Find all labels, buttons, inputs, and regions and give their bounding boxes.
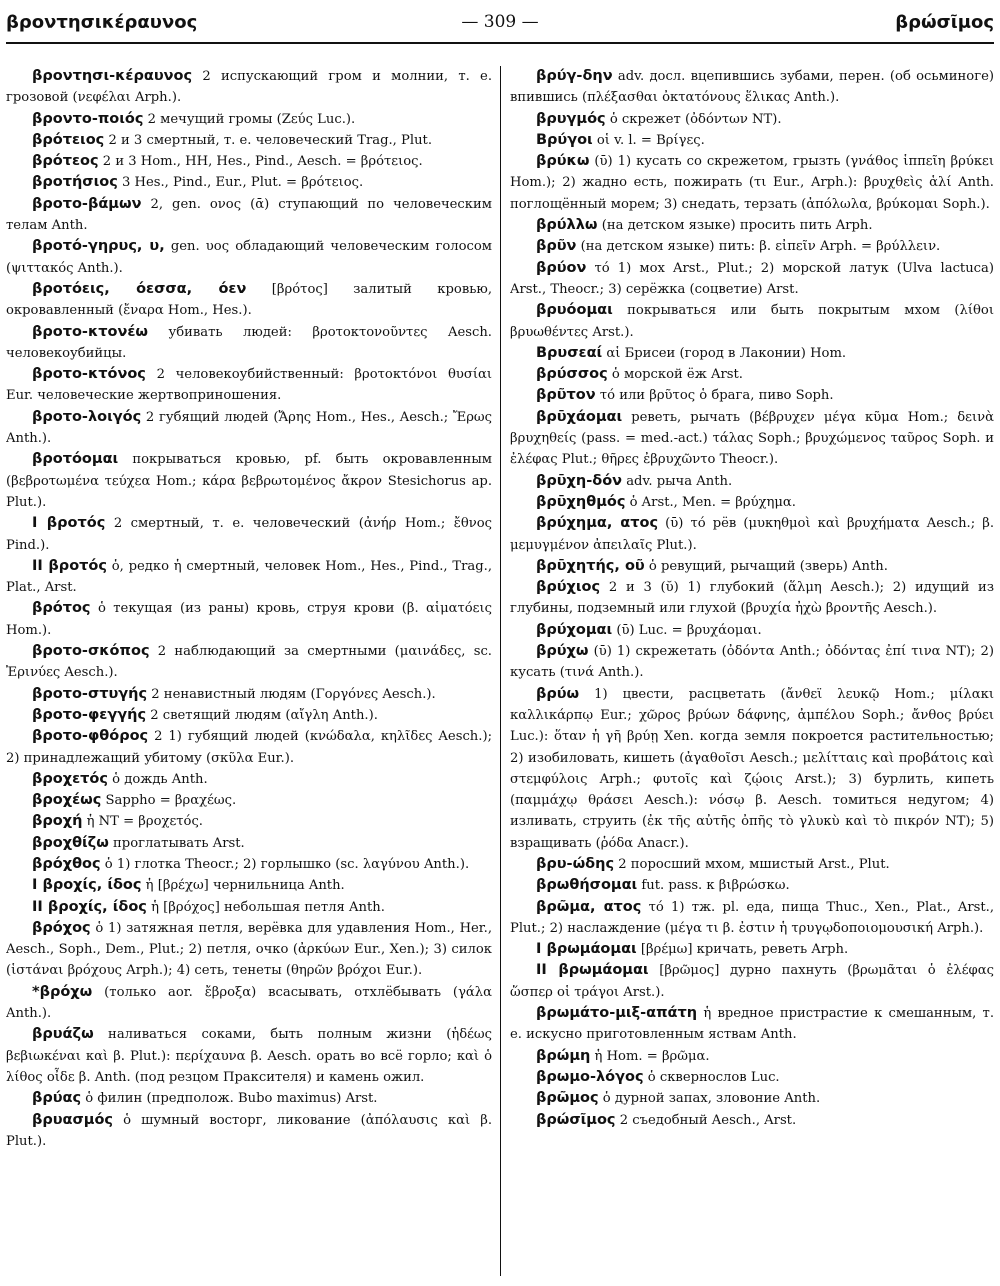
entry-headword: βρόχος	[32, 919, 91, 936]
entry-headword: βροτο-κτόνος	[32, 366, 146, 383]
entry-headword: βρωμο-λόγος	[536, 1068, 644, 1085]
entry-headword: βρυόομαι	[536, 302, 613, 319]
entry-definition: наливаться соками, быть полным жизни (ἡδέως βεβιωκέναι καὶ β. Plut.): περίχαυνα β. Aesch. орать во всё горло; καὶ ὁ λίθος οἶδε β. Anth. (под резцом Праксителя) и камень ожил.	[6, 1027, 492, 1085]
dictionary-entry	[6, 598, 492, 641]
dictionary-entry	[6, 875, 492, 896]
entry-definition: 2, gen. ονος (ᾱ) ступающий по человеческим телам Anth.	[6, 196, 492, 234]
dictionary-entry	[6, 684, 492, 705]
dictionary-entry	[510, 1088, 994, 1109]
dictionary-entry	[6, 982, 492, 1025]
entry-definition: adv. рыча Anth.	[622, 473, 733, 489]
entry-definition: покрываться или быть покрытым мхом (λίθοι βρυωθέντες Arst.).	[510, 303, 994, 340]
entry-headword: βρότεος	[32, 153, 99, 170]
dictionary-entry	[6, 918, 492, 982]
dictionary-entry	[510, 66, 994, 109]
entry-definition: ἡ [βρόχος] небольшая петля Anth.	[146, 899, 385, 915]
entry-definition: 2 и 3 Hom., HH, Hes., Pind., Aesch. = βρότειος.	[98, 154, 423, 170]
entry-definition: gen. υος обладающий человеческим голосом (ψιττακός Anth.).	[6, 239, 492, 276]
dictionary-entry	[510, 641, 994, 684]
entry-headword: βρυγμός	[536, 110, 606, 127]
entry-definition: adv. досл. вцепившись зубами, перен. (об осьминоге) впившись (πλέξασθαι ὀκτατόνους ἕλικας Anth.).	[510, 69, 994, 106]
entry-definition: οἱ v. l. = Βρίγες.	[592, 132, 705, 148]
entry-headword: βρύχιος	[536, 579, 601, 596]
entry-headword: βρῶμος	[536, 1090, 599, 1107]
dictionary-entry	[510, 939, 994, 960]
entry-definition: ὁ скрежет (ὀδόντων NT).	[605, 111, 782, 127]
entry-headword: βρυάζω	[32, 1026, 94, 1043]
dictionary-entry	[510, 130, 994, 151]
dictionary-entry	[6, 811, 492, 832]
entry-definition: (ῡ) 1) скрежетать (ὀδόντα Anth.; ὀδόντας ἐπί τινα NT); 2) кусать (τινά Anth.).	[510, 644, 994, 681]
dictionary-entry	[510, 236, 994, 257]
entry-headword: βρόχθος	[32, 855, 101, 872]
entry-definition: ὁ 1) глотка Theocr.; 2) горлышко (sc. λαγύνου Anth.).	[100, 856, 470, 872]
entry-headword: βρώσῖμος	[536, 1111, 616, 1128]
dictionary-entry	[510, 109, 994, 130]
dictionary-entry	[6, 151, 492, 172]
entry-headword: βροτο-σκόπος	[32, 643, 150, 660]
entry-definition: ὁ шумный восторг, ликование (ἀπόλαυσις καὶ β. Plut.).	[6, 1112, 492, 1149]
entry-definition: 2 мечущий громы (Ζεύς Luc.).	[143, 111, 356, 127]
entry-definition: (ῡ) Luc. = βρυχάομαι.	[612, 622, 762, 638]
entry-headword: βρύχομαι	[536, 621, 613, 638]
dictionary-entry	[510, 343, 994, 364]
dictionary-entry	[6, 556, 492, 599]
dictionary-entry	[510, 1003, 994, 1046]
dictionary-entry	[6, 172, 492, 193]
entry-headword: βρυασμός	[32, 1111, 114, 1128]
entry-definition: ὁ филин (предполож. Bubo maximus) Arst.	[81, 1091, 378, 1107]
entry-definition: 2 человекоубийственный: βροτοκτόνοι θυσίαι Eur. человеческие жертвоприношения.	[6, 367, 492, 404]
entry-headword: βροχετός	[32, 770, 108, 787]
dictionary-entry	[510, 684, 994, 854]
dictionary-entry	[6, 641, 492, 684]
dictionary-entry	[6, 130, 492, 151]
entry-definition: ἡ вредное пристрастие к смешанным, т. е. искусно приготовленным яствам Anth.	[510, 1006, 994, 1043]
entry-headword: βρῶμα, ατος	[536, 898, 642, 915]
entry-definition: 2 наблюдающий за смертными (μαινάδες, sc. Ἐρινύες Aesch.).	[6, 644, 492, 681]
entry-definition: [βρέμω] кричать, реветь Arph.	[636, 942, 849, 958]
entry-definition: 2 светящий людям (αἴγλη Anth.).	[146, 707, 378, 723]
entry-headword: βροτο-κτονέω	[32, 323, 149, 340]
entry-definition: ὁ ревущий, рычащий (зверь) Anth.	[644, 558, 888, 574]
entry-definition: ὁ морской ёж Arst.	[607, 367, 743, 383]
entry-headword: βροντο-ποιός	[32, 110, 144, 127]
left-column	[6, 66, 492, 1276]
entry-definition: τό или βρῦτος ὁ брага, пиво Soph.	[595, 388, 834, 404]
dictionary-entry	[510, 492, 994, 513]
entry-definition: 2 и 3 (ῠ) 1) глубокий (ἅλμη Aesch.); 2) идущий из глубины, подземный или глухой (βρυχία ἠχὼ βροντῆς Aesch.).	[510, 580, 994, 617]
entry-definition: 2 и 3 смертный, т. е. человеческий Trag., Plut.	[104, 132, 432, 148]
entry-headword: βρωμάτο-μιξ-απάτη	[536, 1005, 698, 1022]
dictionary-entry	[510, 407, 994, 471]
entry-definition: (на детском языке) пить: β. εἰπεῖν Arph. = βρύλλειν.	[576, 239, 941, 255]
dictionary-entry	[6, 769, 492, 790]
entry-definition: τό 1) мох Arst., Plut.; 2) морской латук (Ulva lactuca) Arst., Theocr.; 3) серёжка (соцветие) Arst.	[510, 260, 994, 297]
entry-headword: βρύω	[536, 685, 580, 702]
entry-headword: βροχή	[32, 813, 83, 830]
entry-headword: βρύγ-δην	[536, 68, 613, 84]
dictionary-entry	[510, 513, 994, 556]
dictionary-entry	[6, 236, 492, 279]
dictionary-entry	[510, 364, 994, 385]
entry-definition: ὁ текущая (из раны) кровь, струя крови (β. αἱματόεις Hom.).	[6, 601, 492, 638]
dictionary-entry	[6, 854, 492, 875]
entry-headword: βρῡχητής, οῦ	[536, 557, 645, 574]
dictionary-entry	[6, 407, 492, 450]
entry-headword: βροτο-στυγής	[32, 685, 148, 702]
dictionary-entry	[6, 364, 492, 407]
entry-definition: ὁ, редко ἡ смертный, человек Hom., Hes., Pind., Trag., Plat., Arst.	[6, 558, 492, 596]
entry-headword: II βροχίς, ίδος	[32, 898, 147, 915]
dictionary-entry	[6, 66, 492, 109]
page-header	[6, 8, 994, 44]
dictionary-entry	[6, 897, 492, 918]
entry-headword: βρῦν	[536, 238, 577, 255]
entry-definition: [βρότος] залитый кровью, окровавленный (ἔναρα Hom., Hes.).	[6, 281, 492, 319]
dictionary-entry	[510, 1046, 994, 1067]
entry-headword: βρότος	[32, 600, 91, 617]
entry-definition: (ῡ) 1) кусать со скрежетом, грызть (γνάθος ἱππεῖη βρύκει Hom.); 2) жадно есть, пожирать (τι Eur., Arph.): βρυχθεὶς ἁλί Anth. поглощённый морем; 3) снедать, терзать (ἀπόλωλα, βρύκομαι Soph.).	[510, 154, 994, 212]
entry-headword: *βρόχω	[32, 983, 93, 1000]
dictionary-entry	[6, 194, 492, 237]
dictionary-entry	[510, 151, 994, 215]
dictionary-entry	[510, 854, 994, 875]
dictionary-entry	[510, 215, 994, 236]
entry-headword: βρύκω	[536, 153, 590, 170]
entry-definition: покрываться кровью, pf. быть окровавленным (βεβροτωμένα τεύχεα Hom.; κάρα βεβρωτομένος ἄκρον Stesichorus ap. Plut.).	[6, 452, 492, 510]
entry-headword: βρύας	[32, 1090, 82, 1107]
entry-definition: 2 губящий людей (Ἄρης Hom., Hes., Aesch.; Ἔρως Anth.).	[6, 409, 492, 447]
entry-headword: βροχέως	[32, 792, 102, 809]
dictionary-entry	[510, 875, 994, 896]
entry-headword: I βροτός	[32, 515, 106, 532]
dictionary-entry	[6, 513, 492, 556]
entry-definition: реветь, рычать (βέβρυχεν μέγα κῦμα Hom.; δεινὰ βρυχηθείς (pass. = med.-act.) τάλας Soph.; βρυχώμενος ταῦρος Soph. и ἐλέφας Plut.; θῆρες ἐβρυχῶντο Theocr.).	[510, 409, 994, 468]
entry-definition: ἡ Hom. = βρῶμα.	[590, 1048, 710, 1064]
header-last-word: βρώσῖμος	[895, 12, 994, 33]
entry-headword: βρύχημα, ατος	[536, 515, 659, 532]
entry-definition: Sappho = βραχέως.	[101, 793, 237, 809]
entry-definition: ὁ 1) затяжная петля, верёвка для удавления Hom., Her., Aesch., Soph., Dem., Plut.; 2) петля, очко (ἀρκύων Eur., Xen.); 3) силок (ἱστάναι βρόχους Arph.); 4) сеть, тенеты (θηρῶν βρόχοι Eur.).	[6, 920, 492, 979]
entry-headword: βρώμη	[536, 1047, 591, 1064]
dictionary-entry	[510, 471, 994, 492]
entry-definition: (только aor. ἔβροξα) всасывать, отхлёбывать (γάλα Anth.).	[6, 984, 492, 1022]
entry-definition: ὁ сквернослов Luc.	[643, 1069, 780, 1085]
entry-definition: 2 смертный, т. е. человеческий (ἀνήρ Hom.; ἔθνος Pind.).	[6, 516, 492, 553]
entry-definition: 1) цвести, расцветать (ἄνθεϊ λευκῷ Hom.; μίλακι καλλικάρπῳ Eur.; χῶρος βρύων δάφνης, ἀμπέλου Soph.; ἄνθος βρύει Luc.): ὅταν ἡ γῆ βρύῃ Xen. когда земля покроется растительностью; 2) изобиловать, кишеть (ἀγαθοῖσι Aesch.; μελίτταις καὶ προβάτοις καὶ στεμφύλοις Arph.; φυτοῖς καὶ ζῴοις Arst.); 3) бурлить, кипеть (παμμάχῳ θράσει Aesch.): νόσῳ β. Aesch. томиться недугом; 4) изливать, струить (ἐκ τῆς αὐτῆς ὀπῆς τὸ γλυκὺ καὶ τὸ πικρόν NT); 5) взращивать (ῥόδα Anacr.).	[510, 686, 994, 851]
entry-definition: 2 ненавистный людям (Γοργόνες Aesch.).	[147, 686, 436, 702]
entry-definition: 2 съедобный Aesch., Arst.	[615, 1112, 797, 1128]
dictionary-entry	[510, 300, 994, 343]
dictionary-entry	[6, 790, 492, 811]
entry-headword: βροτο-βάμων	[32, 195, 142, 212]
dictionary-entry	[510, 960, 994, 1003]
dictionary-entry	[510, 258, 994, 301]
dictionary-entry	[6, 279, 492, 322]
entry-headword: βρύχω	[536, 643, 589, 660]
page-number: — 309 —	[461, 12, 539, 32]
entry-headword: Βρυσεαί	[536, 344, 603, 361]
dictionary-entry	[6, 1110, 492, 1153]
entry-headword: βρύον	[536, 259, 587, 276]
entry-headword: βροτό-γηρυς, υ,	[32, 238, 165, 255]
dictionary-entry	[510, 897, 994, 940]
entry-headword: βρύλλω	[536, 217, 598, 234]
column-divider	[500, 66, 501, 1276]
entry-definition: 2 поросший мхом, мшистый Arst., Plut.	[614, 856, 890, 872]
entry-headword: βροτο-φθόρος	[32, 728, 149, 745]
entry-headword: I βρωμάομαι	[536, 941, 637, 958]
dictionary-entry	[510, 620, 994, 641]
dictionary-entry	[6, 1088, 492, 1109]
entry-headword: βρῡχηθμός	[536, 493, 626, 510]
entry-definition: 3 Hes., Pind., Eur., Plut. = βρότειος.	[117, 175, 364, 191]
entry-headword: βρύσσος	[536, 366, 608, 383]
entry-definition: αἱ Брисеи (город в Лаконии) Hom.	[602, 345, 847, 361]
entry-definition: τό 1) тж. pl. еда, пища Thuc., Xen., Plat., Arst., Plut.; 2) наслаждение (μέγα τι β. ἐστιν ἡ τρυγῳδοποιομουσική Arph.).	[510, 899, 994, 936]
entry-definition: убивать людей: βροτοκτονοῦντες Aesch. человекоубийцы.	[6, 324, 492, 361]
entry-definition: (ῡ) τό рёв (μυκηθμοὶ καὶ βρυχήματα Aesch.; β. μεμυγμένον ἀπειλαῖς Plut.).	[510, 516, 994, 553]
right-column	[510, 66, 994, 1276]
header-first-word: βροντησικέραυνος	[6, 12, 198, 33]
dictionary-entry	[510, 1067, 994, 1088]
entry-definition: ἡ NT = βροχετός.	[82, 814, 203, 830]
entry-definition: 2 испускающий гром и молнии, т. е. грозовой (νεφέλαι Arph.).	[6, 69, 492, 106]
dictionary-entry	[6, 705, 492, 726]
entry-definition: 2 1) губящий людей (κνώδαλα, κηλῖδες Aesch.); 2) принадлежащий убитому (σκῦλα Eur.).	[6, 729, 492, 766]
entry-headword: βρῦτον	[536, 387, 596, 404]
entry-headword: βρότειος	[32, 131, 105, 148]
entry-headword: βροτο-φεγγής	[32, 706, 147, 723]
entry-definition: [βρῶμος] дурно пахнуть (βρωμᾶται ὁ ἐλέφας ὥσπερ οἱ τράγοι Arst.).	[510, 963, 994, 1000]
entry-definition: ὁ дождь Anth.	[107, 771, 208, 787]
dictionary-entry	[6, 726, 492, 769]
entry-headword: βροτο-λοιγός	[32, 408, 142, 425]
entry-headword: βρῡχάομαι	[536, 408, 623, 425]
entry-definition: проглатывать Arst.	[108, 835, 245, 851]
entry-headword: βρωθήσομαι	[536, 877, 638, 894]
entry-headword: I βροχίς, ίδος	[32, 877, 142, 894]
entry-headword: βρῡχη-δόν	[536, 472, 623, 489]
entry-definition: ἡ [βρέχω] чернильница Anth.	[141, 878, 345, 894]
entry-definition: (на детском языке) просить пить Arph.	[597, 218, 873, 234]
entry-headword: βροτήσιος	[32, 174, 118, 191]
entry-headword: II βρωμάομαι	[536, 962, 649, 979]
entry-headword: Βρύγοι	[536, 131, 593, 148]
dictionary-entry	[6, 109, 492, 130]
entry-headword: βρυ-ώδης	[536, 855, 615, 872]
dictionary-entry	[6, 833, 492, 854]
entry-definition: fut. pass. к βιβρώσκω.	[637, 878, 790, 894]
entry-definition: ὁ Arst., Men. = βρύχημα.	[625, 494, 796, 510]
dictionary-entry	[6, 322, 492, 365]
entry-headword: βροχθίζω	[32, 834, 109, 851]
entry-headword: βροντησι-κέραυνος	[32, 68, 193, 84]
dictionary-entry	[510, 577, 994, 620]
entry-headword: II βροτός	[32, 557, 107, 574]
dictionary-entry	[510, 556, 994, 577]
dictionary-entry	[510, 1110, 994, 1131]
dictionary-entry	[510, 385, 994, 406]
entry-headword: βροτόεις, όεσσα, όεν	[32, 280, 247, 297]
entry-definition: ὁ дурной запах, зловоние Anth.	[598, 1091, 821, 1107]
dictionary-entry	[6, 449, 492, 513]
dictionary-entry	[6, 1024, 492, 1088]
entry-headword: βροτόομαι	[32, 451, 119, 468]
